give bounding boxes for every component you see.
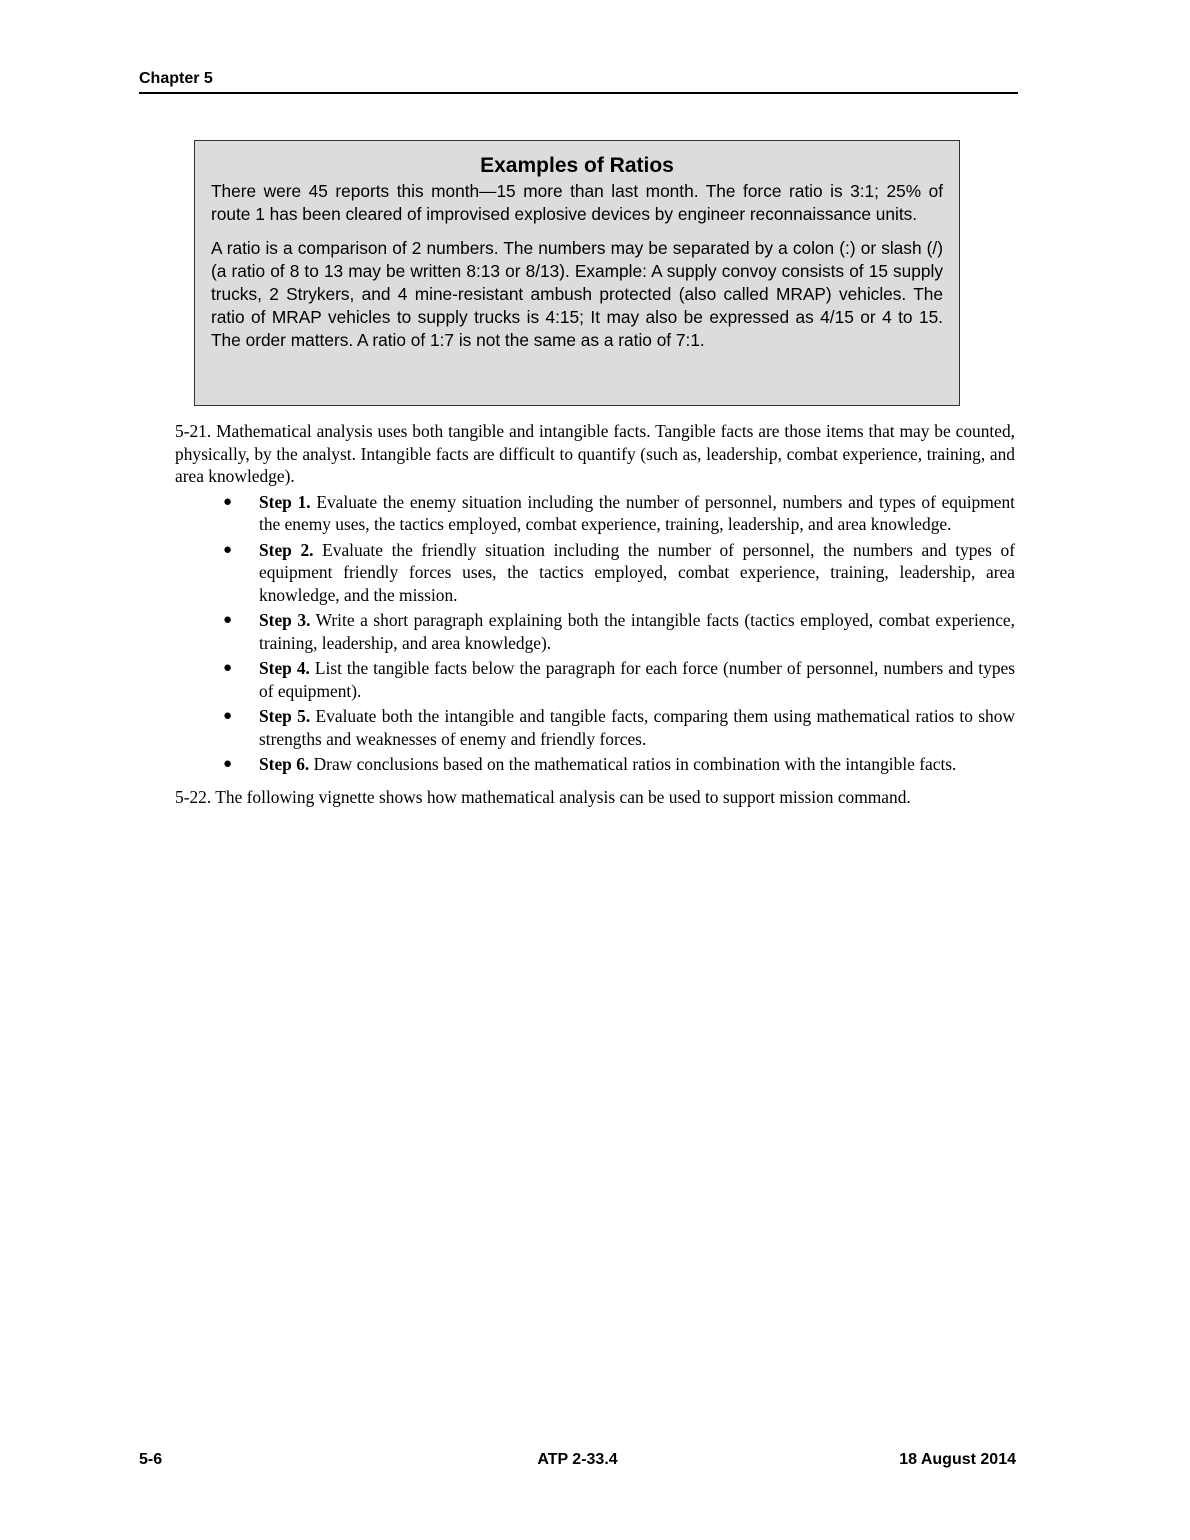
step-text: List the tangible facts below the paragraph for each force (number of personnel, numbers and types of equipment). [259, 658, 1015, 701]
paragraph-5-21: 5-21. Mathematical analysis uses both tangible and intangible facts. Tangible facts are those items that may be counted, physically, by the analyst. Intangible facts are difficult to quantify (such as, leadership, combat experience, training, and area knowledge). [175, 421, 1015, 486]
list-item [223, 539, 1016, 607]
publication-date: 18 August 2014 [899, 1451, 1016, 1468]
bullet-icon: ● [223, 541, 233, 558]
document-id: ATP 2-33.4 [537, 1451, 618, 1468]
running-footer [139, 1451, 1016, 1471]
list-item [223, 491, 1015, 536]
step-label: Step 3. [259, 610, 311, 630]
list-item [223, 609, 1015, 654]
list-item [223, 753, 1015, 776]
step-label: Step 1. [259, 491, 311, 512]
steps-list [175, 491, 1015, 776]
bullet-icon: ● [223, 756, 233, 772]
box-paragraph: A ratio is a comparison of 2 numbers. The numbers may be separated by a colon (:) or slash (/) (a ratio of 8 to 13 may be written 8:13 or 8/13). Example: A supply convoy consists of 15 supply trucks, 2 Strykers, and 4 mine-resistant ambush protected (also called MRAP) vehicles. The ratio of MRAP vehicles to supply trucks is 4:15; It may also be expressed as 4/15 or 4 to 15. The order matters. A ratio of 1:7 is not the same as a ratio of 7:1. [211, 238, 943, 350]
bullet-icon: ● [223, 493, 233, 510]
chapter-label: Chapter 5 [139, 70, 213, 87]
list-item [223, 657, 1015, 702]
paragraph-5-22: 5-22. The following vignette shows how mathematical analysis can be used to support mission command. [175, 786, 911, 807]
step-label: Step 2. [259, 539, 314, 560]
page-number: 5-6 [139, 1451, 163, 1468]
step-label: Step 4. [259, 658, 310, 678]
step-text: Evaluate both the intangible and tangible facts, comparing them using mathematical ratios to show strengths and weaknesses of enemy and friendly forces. [259, 706, 1016, 749]
step-text: Evaluate the enemy situation including the number of personnel, numbers and types of equipment the enemy uses, the tactics employed, combat experience, training, leadership, and area knowledge. [259, 491, 1015, 534]
step-label: Step 5. [259, 706, 311, 726]
list-item [223, 705, 1016, 750]
box-paragraph: There were 45 reports this month—15 more than last month. The force ratio is 3:1; 25% of route 1 has been cleared of improvised explosive devices by engineer reconnaissance units. [211, 181, 943, 224]
bullet-icon: ● [223, 660, 233, 676]
running-header [139, 70, 1018, 94]
step-text: Draw conclusions based on the mathematical ratios in combination with the intangible facts. [309, 754, 957, 774]
box-title: Examples of Ratios [480, 154, 674, 177]
body-text [175, 420, 1015, 808]
step-label: Step 6. [259, 754, 310, 774]
step-text: Write a short paragraph explaining both the intangible facts (tactics employed, combat experience, training, leadership, and area knowledge). [259, 610, 1015, 653]
bullet-icon: ● [223, 612, 233, 628]
bullet-icon: ● [223, 708, 233, 724]
examples-box [194, 140, 960, 406]
step-text: Evaluate the friendly situation including the number of personnel, the numbers and types of equipment friendly forces uses, the tactics employed, combat experience, training, leadership, area knowledge, and the mission. [259, 539, 1016, 605]
